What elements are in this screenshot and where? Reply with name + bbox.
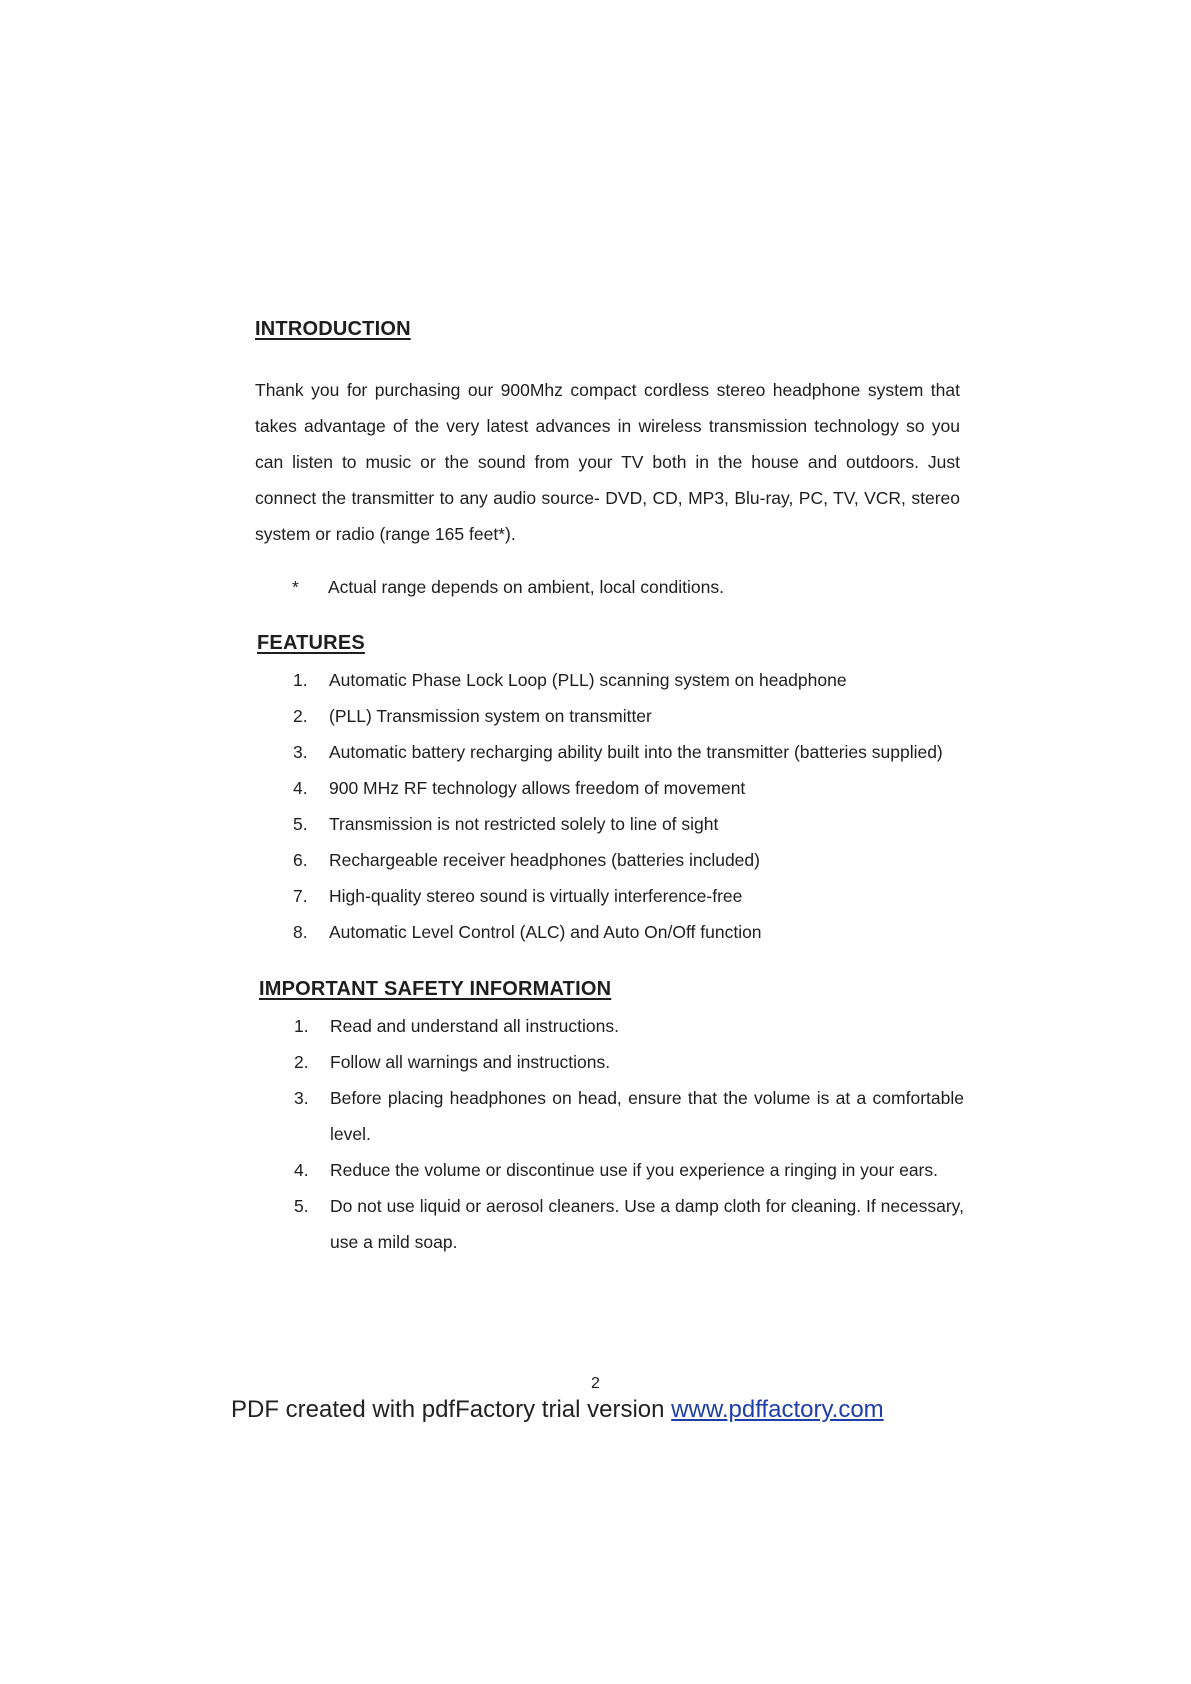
item-text: Automatic battery recharging ability built into the transmitter (batteries supplied) <box>329 742 943 762</box>
footer-text: PDF created with pdfFactory trial version <box>231 1396 672 1423</box>
item-number: 8. <box>293 922 308 942</box>
list-item <box>293 806 973 842</box>
item-number: 3. <box>294 1088 309 1108</box>
item-text: 900 MHz RF technology allows freedom of movement <box>329 778 746 798</box>
item-number: 5. <box>294 1196 309 1216</box>
item-number: 2. <box>294 1052 309 1072</box>
item-number: 7. <box>293 886 308 906</box>
list-item <box>293 734 973 770</box>
safety-heading: IMPORTANT SAFETY INFORMATION <box>259 978 612 1000</box>
item-number: 1. <box>293 670 308 690</box>
item-text: Read and understand all instructions. <box>330 1016 619 1036</box>
list-item <box>293 878 973 914</box>
item-text: (PLL) Transmission system on transmitter <box>329 706 652 726</box>
safety-list <box>294 1008 964 1260</box>
list-item <box>294 1080 964 1152</box>
item-text: High-quality stereo sound is virtually interference-free <box>329 886 743 906</box>
item-text: Automatic Phase Lock Loop (PLL) scanning system on headphone <box>329 670 847 690</box>
pdffactory-link[interactable]: www.pdffactory.com <box>671 1396 884 1423</box>
list-item <box>294 1044 964 1080</box>
item-number: 1. <box>294 1016 309 1036</box>
item-text: Follow all warnings and instructions. <box>330 1052 611 1072</box>
item-text: Reduce the volume or discontinue use if you experience a ringing in your ears. <box>330 1160 938 1180</box>
list-item <box>293 698 973 734</box>
list-item <box>293 662 973 698</box>
introduction-heading: INTRODUCTION <box>255 318 411 340</box>
pdf-footer <box>231 1396 884 1424</box>
note-bullet: * <box>292 577 299 597</box>
range-note <box>292 577 724 598</box>
item-text: Do not use liquid or aerosol cleaners. Use a damp cloth for cleaning. If necessary, use a mild soap. <box>330 1196 964 1252</box>
item-text: Automatic Level Control (ALC) and Auto On/Off function <box>329 922 762 942</box>
item-number: 4. <box>293 778 308 798</box>
list-item <box>294 1008 964 1044</box>
list-item <box>293 842 973 878</box>
item-text: Rechargeable receiver headphones (batteries included) <box>329 850 760 870</box>
item-number: 6. <box>293 850 308 870</box>
item-number: 4. <box>294 1160 309 1180</box>
page-number: 2 <box>591 1375 600 1392</box>
item-text: Transmission is not restricted solely to line of sight <box>329 814 719 834</box>
features-list <box>293 662 973 950</box>
list-item <box>293 770 973 806</box>
item-number: 2. <box>293 706 308 726</box>
list-item <box>294 1188 964 1260</box>
item-text: Before placing headphones on head, ensure that the volume is at a comfortable level. <box>330 1088 964 1144</box>
item-number: 3. <box>293 742 308 762</box>
list-item <box>293 914 973 950</box>
list-item <box>294 1152 964 1188</box>
note-text: Actual range depends on ambient, local conditions. <box>328 577 724 597</box>
introduction-paragraph: Thank you for purchasing our 900Mhz compact cordless stereo headphone system that takes advantage of the very latest advances in wireless transmission technology so you can listen to music or the sound from your TV both in the house and outdoors. Just connect the transmitter to any audio source- DVD, CD, MP3, Blu-ray, PC, TV, VCR, stereo system or radio (range 165 feet*). <box>255 380 960 544</box>
item-number: 5. <box>293 814 308 834</box>
features-heading: FEATURES <box>257 632 365 654</box>
